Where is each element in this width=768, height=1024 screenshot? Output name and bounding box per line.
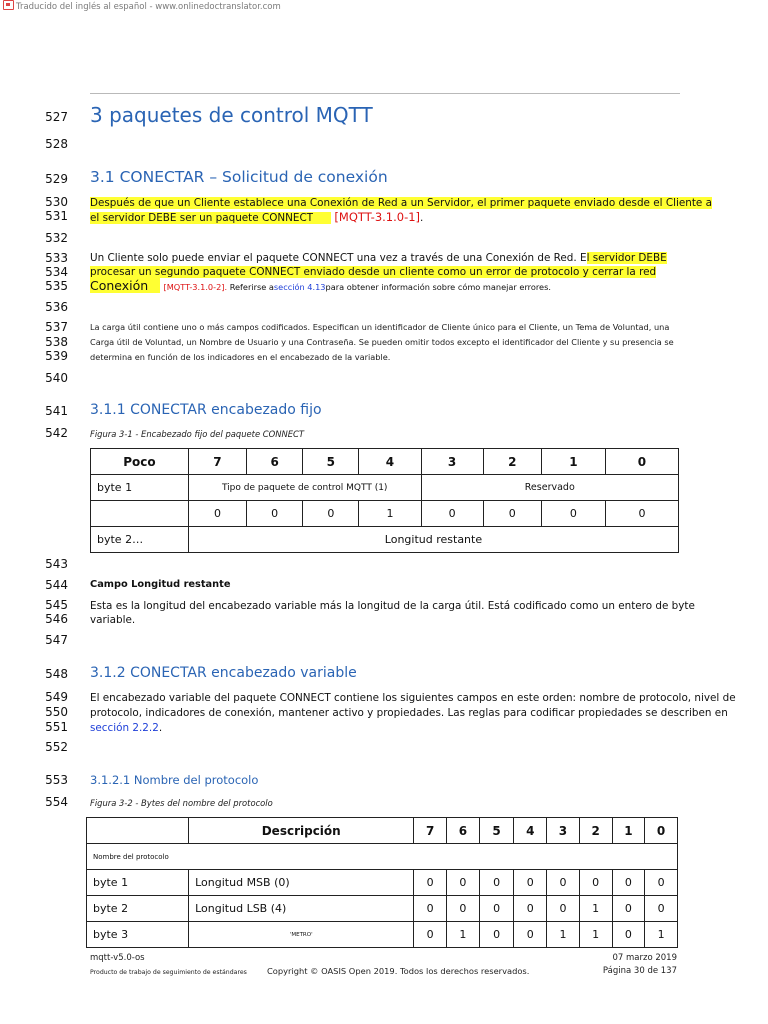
line-number: 550 (45, 705, 68, 719)
table-header: Descripción (189, 818, 414, 844)
table-cell: 0 (612, 896, 645, 922)
body-text: Referirse a (227, 282, 274, 292)
highlighted-text: Después de que un Cliente establece una Conexión de Red a un Servidor, el primer paquete enviado desde el Cliente a (90, 197, 712, 209)
body-text: variable. (90, 614, 136, 626)
table-cell: 0 (447, 896, 480, 922)
table-cell: byte 2 (87, 896, 189, 922)
body-text: determina en función de los indicadores en el encabezado de la variable. (90, 352, 391, 362)
heading-protocol-name: 3.1.2.1 Nombre del protocolo (90, 773, 259, 787)
table-cell: 0 (547, 896, 580, 922)
line-number: 549 (45, 690, 68, 704)
line-number: 533 (45, 251, 68, 265)
table-cell: byte 1 (91, 475, 189, 501)
footer-copyright: Copyright © OASIS Open 2019. Todos los derechos reservados. (267, 966, 530, 976)
header-rule (90, 93, 680, 94)
line-number: 536 (45, 300, 68, 314)
table-header: 4 (514, 818, 547, 844)
table-cell: 0 (645, 870, 678, 896)
line-number: 534 (45, 265, 68, 279)
table-cell: 0 (303, 501, 359, 527)
line-number: 535 (45, 279, 68, 293)
table-cell: 0 (645, 896, 678, 922)
line-number: 537 (45, 320, 68, 334)
heading-fixed-header: 3.1.1 CONECTAR encabezado fijo (90, 402, 322, 418)
table-section-label: Nombre del protocolo (87, 844, 678, 870)
table-cell: 0 (479, 922, 514, 948)
table-header: 5 (303, 449, 359, 475)
table-cell: 'METRO' (189, 922, 414, 948)
table-cell: 0 (414, 922, 447, 948)
table-cell: 1 (359, 501, 421, 527)
heading-connect: 3.1 CONECTAR – Solicitud de conexión (90, 168, 388, 186)
table-row (87, 922, 678, 948)
footer-product: Producto de trabajo de seguimiento de estándares (90, 969, 247, 976)
table-header: 6 (447, 818, 480, 844)
table-cell: 0 (188, 501, 246, 527)
table-header: 1 (541, 449, 605, 475)
document-icon (3, 0, 14, 10)
table-header: 3 (421, 449, 483, 475)
section-link[interactable]: sección 2.2.2 (90, 722, 159, 734)
line-number: 547 (45, 633, 68, 647)
text-end: . (158, 722, 163, 734)
highlight-pad (313, 212, 331, 224)
table-header: 2 (579, 818, 612, 844)
paragraph-connect-first (90, 196, 712, 225)
line-number: 551 (45, 720, 68, 734)
table-cell: 0 (514, 922, 547, 948)
table-header: 7 (188, 449, 246, 475)
table-cell: 0 (605, 501, 678, 527)
table-cell: Longitud MSB (0) (189, 870, 414, 896)
footer-page: Página 30 de 137 (602, 966, 677, 976)
figure-caption: Figura 3-1 - Encabezado fijo del paquete CONNECT (90, 429, 304, 439)
highlighted-text: procesar un segundo paquete CONNECT enviado desde un cliente como un error de protocolo y cerrar la red (90, 266, 657, 278)
table-cell: 0 (247, 501, 303, 527)
line-number: 531 (45, 209, 68, 223)
table-cell: 1 (645, 922, 678, 948)
table-cell: 0 (514, 870, 547, 896)
fixed-header-table (90, 448, 679, 553)
section-link[interactable]: sección 4.13 (273, 282, 326, 292)
requirement-ref: [MQTT-3.1.0-1] (334, 210, 421, 224)
table-header: 0 (605, 449, 678, 475)
table-cell: 0 (612, 922, 645, 948)
paragraph-connect-once (90, 251, 667, 294)
table-header: 4 (359, 449, 421, 475)
table-cell: 0 (479, 896, 514, 922)
line-number: 542 (45, 426, 68, 440)
protocol-name-table (86, 817, 678, 948)
line-number: 528 (45, 137, 68, 151)
highlighted-text: Conexión (90, 278, 160, 293)
table-row (87, 870, 678, 896)
line-number: 527 (45, 110, 68, 124)
body-text: La carga útil contiene uno o más campos codificados. Especifican un identificador de Cliente único para el Cliente, un Tema de Voluntad, una (90, 322, 670, 332)
table-cell: 0 (483, 501, 541, 527)
table-header: 2 (483, 449, 541, 475)
line-number: 539 (45, 349, 68, 363)
line-number: 554 (45, 795, 68, 809)
table-cell: 0 (414, 896, 447, 922)
table-row (87, 896, 678, 922)
line-number: 529 (45, 172, 68, 186)
line-number: 552 (45, 740, 68, 754)
table-cell: Tipo de paquete de control MQTT (1) (188, 475, 421, 501)
table-header: 7 (414, 818, 447, 844)
line-number: 545 (45, 598, 68, 612)
line-number: 540 (45, 371, 68, 385)
text-end: . (420, 212, 424, 224)
highlighted-text: l servidor DEBE (586, 252, 667, 264)
table-cell: 1 (547, 922, 580, 948)
table-cell: byte 1 (87, 870, 189, 896)
table-header: 1 (612, 818, 645, 844)
line-number: 532 (45, 231, 68, 245)
line-number: 541 (45, 404, 68, 418)
body-text: Carga útil de Voluntad, un Nombre de Usuario y una Contraseña. Se pueden omitir todos excepto el identificador del Cliente y su presencia se (90, 337, 674, 347)
body-text: protocolo, indicadores de conexión, mantener activo y propiedades. Las reglas para codificar propiedades se describen en (90, 707, 728, 719)
heading-variable-header: 3.1.2 CONECTAR encabezado variable (90, 665, 357, 681)
table-cell: 0 (421, 501, 483, 527)
highlighted-text: el servidor DEBE ser un paquete CONNECT (90, 212, 314, 224)
body-text: Un Cliente solo puede enviar el paquete CONNECT una vez a través de una Conexión de Red. E (90, 252, 587, 264)
line-number: 543 (45, 557, 68, 571)
translator-banner[interactable] (3, 0, 281, 12)
paragraph-variable-header (90, 691, 736, 736)
table-cell: 1 (447, 922, 480, 948)
table-cell: 0 (541, 501, 605, 527)
line-number: 530 (45, 195, 68, 209)
table-header: 5 (479, 818, 514, 844)
requirement-ref: [MQTT-3.1.0-2]. (163, 282, 228, 292)
table-cell: 1 (579, 896, 612, 922)
table-cell: byte 3 (87, 922, 189, 948)
table-cell: Longitud restante (188, 527, 678, 553)
table-header: 0 (645, 818, 678, 844)
table-cell: 0 (612, 870, 645, 896)
body-text: para obtener información sobre cómo manejar errores. (325, 282, 551, 292)
table-header: 6 (247, 449, 303, 475)
table-cell: 0 (579, 870, 612, 896)
body-text: Esta es la longitud del encabezado variable más la longitud de la carga útil. Está codificado como un entero de byte (90, 600, 695, 612)
line-number: 546 (45, 612, 68, 626)
line-number: 548 (45, 667, 68, 681)
table-cell: 0 (447, 870, 480, 896)
line-number: 553 (45, 773, 68, 787)
table-cell: 0 (414, 870, 447, 896)
table-header: 3 (547, 818, 580, 844)
table-cell: 0 (479, 870, 514, 896)
table-cell: Reservado (421, 475, 678, 501)
table-cell: byte 2… (91, 527, 189, 553)
table-header (87, 818, 189, 844)
field-title: Campo Longitud restante (90, 579, 231, 590)
footer-date: 07 marzo 2019 (612, 953, 677, 963)
table-cell: Longitud LSB (4) (189, 896, 414, 922)
table-cell: 0 (547, 870, 580, 896)
table-cell: 1 (579, 922, 612, 948)
footer-doc-id: mqtt-v5.0-os (90, 953, 145, 963)
line-number: 538 (45, 335, 68, 349)
line-number: 544 (45, 578, 68, 592)
figure-caption: Figura 3-2 - Bytes del nombre del protocolo (90, 798, 273, 808)
paragraph-payload (90, 320, 674, 365)
paragraph-remaining-length (90, 599, 695, 627)
heading-control-packets: 3 paquetes de control MQTT (90, 103, 373, 127)
table-cell (91, 501, 189, 527)
body-text: El encabezado variable del paquete CONNECT contiene los siguientes campos en este orden: nombre de protocolo, nivel de (90, 692, 736, 704)
table-header: Poco (91, 449, 189, 475)
translator-banner-text: Traducido del inglés al español - www.onlinedoctranslator.com (16, 2, 281, 12)
table-cell: 0 (514, 896, 547, 922)
